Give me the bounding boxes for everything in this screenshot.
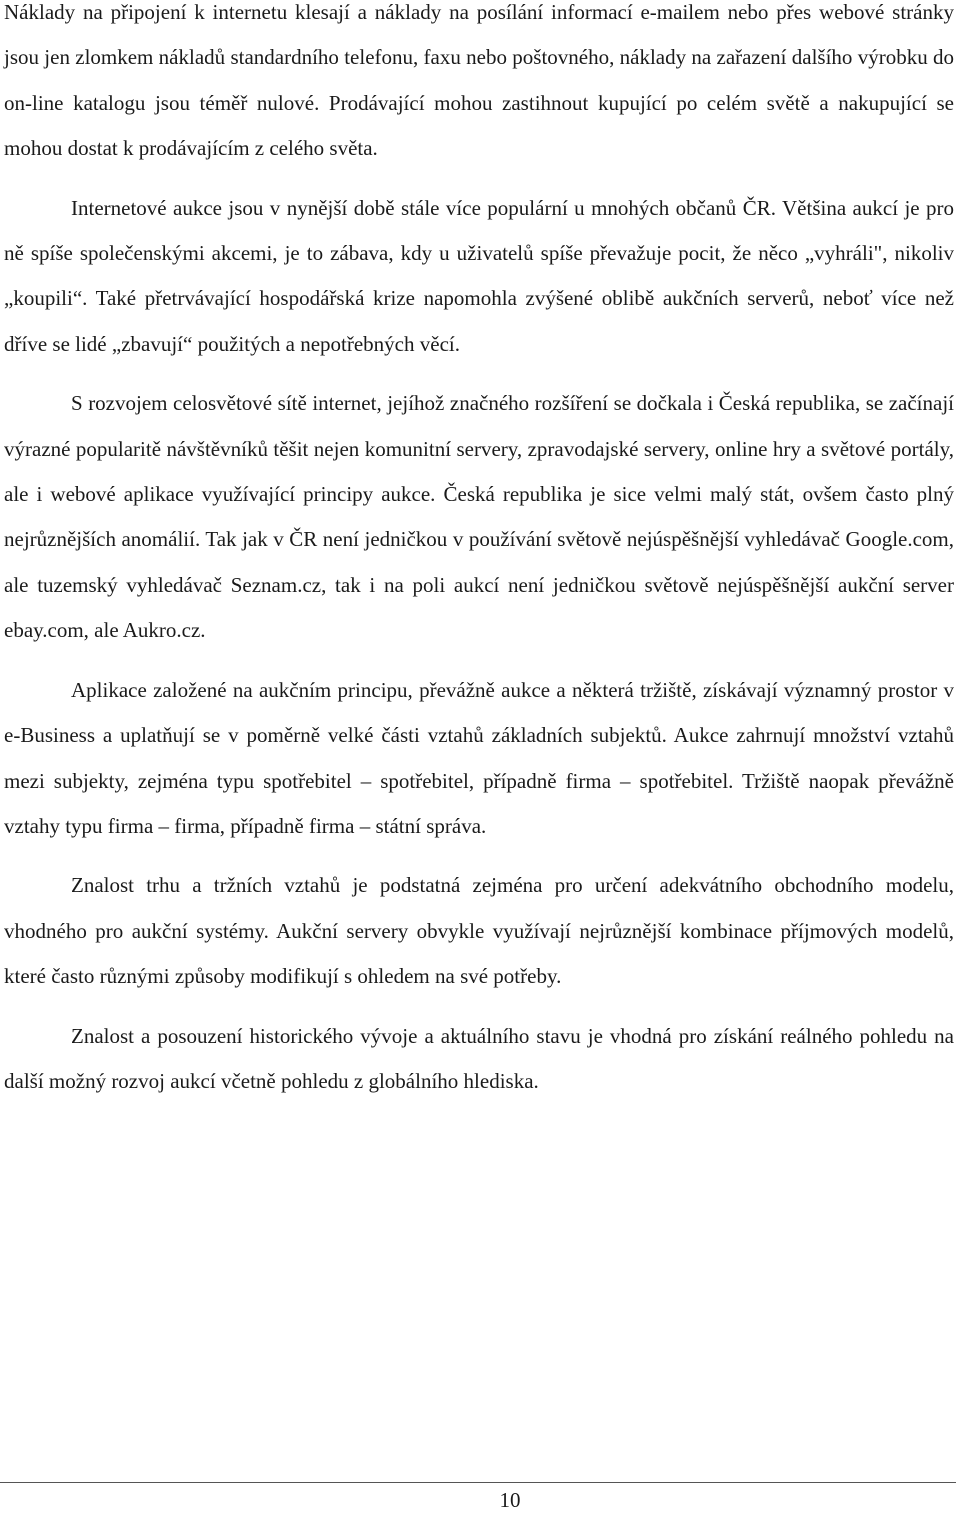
paragraph-auction-applications: Aplikace založené na aukčním principu, převážně aukce a některá tržiště, získávají významný prostor v e-Business a uplatňují se v poměrně velké části vztahů základních subjektů. Aukce zahrnují množství vztahů mezi subjekty, zejména typu spotřebitel – spotřebitel, případně firma – spotřebitel. Tržiště naopak převážně vztahy typu firma – firma, případně firma – státní správa.	[4, 677, 954, 838]
paragraph-web-development: S rozvojem celosvětové sítě internet, jejíhož značného rozšíření se dočkala i Česká republika, se začínají výrazné popularitě návštěvníků těšit nejen komunitní servery, zpravodajské servery, online hry a světové portály, ale i webové aplikace využívající principy aukce. Česká republika je sice velmi malý stát, ovšem často plný nejrůznějších anomálií. Tak jak v ČR není jedničkou v používání světově nejúspěšnější vyhledávač Google.com, ale tuzemský vyhledávač Seznam.cz, tak i na poli aukcí není jedničkou světově nejúspěšnější aukční server ebay.com, ale Aukro.cz.	[4, 391, 954, 643]
paragraph-market-knowledge: Znalost trhu a tržních vztahů je podstatná zejména pro určení adekvátního obchodního modelu, vhodného pro aukční systémy. Aukční servery obvykle využívají nejrůznější kombinace příjmových modelů, které často různými způsoby modifikují s ohledem na své potřeby.	[4, 873, 954, 989]
footer-divider	[0, 1482, 956, 1483]
paragraph-internet-auctions: Internetové aukce jsou v nynější době stále více populární u mnohých občanů ČR. Většina aukcí je pro ně spíše společenskými akcemi, je to zábava, kdy u uživatelů spíše převažuje pocit, že něco „vyhráli", nikoliv „koupili“. Také přetrvávající hospodářská krize napomohla zvýšené oblibě aukčních serverů, neboť více než dříve se lidé „zbavují“ použitých a nepotřebných věcí.	[4, 195, 954, 356]
paragraph-historical-development: Znalost a posouzení historického vývoje a aktuálního stavu je vhodná pro získání reálného pohledu na další možný rozvoj aukcí včetně pohledu z globálního hlediska.	[4, 1023, 954, 1093]
page-number: 10	[499, 1488, 521, 1512]
document-page	[4, 0, 954, 1104]
paragraph-cost-of-internet: Náklady na připojení k internetu klesají a náklady na posílání informací e-mailem nebo přes webové stránky jsou jen zlomkem nákladů standardního telefonu, faxu nebo poštovného, náklady na zařazení dalšího výrobku do on-line katalogu jsou téměř nulové. Prodávající mohou zastihnout kupující po celém světě a nakupující se mohou dostat k prodávajícím z celého světa.	[4, 0, 954, 161]
